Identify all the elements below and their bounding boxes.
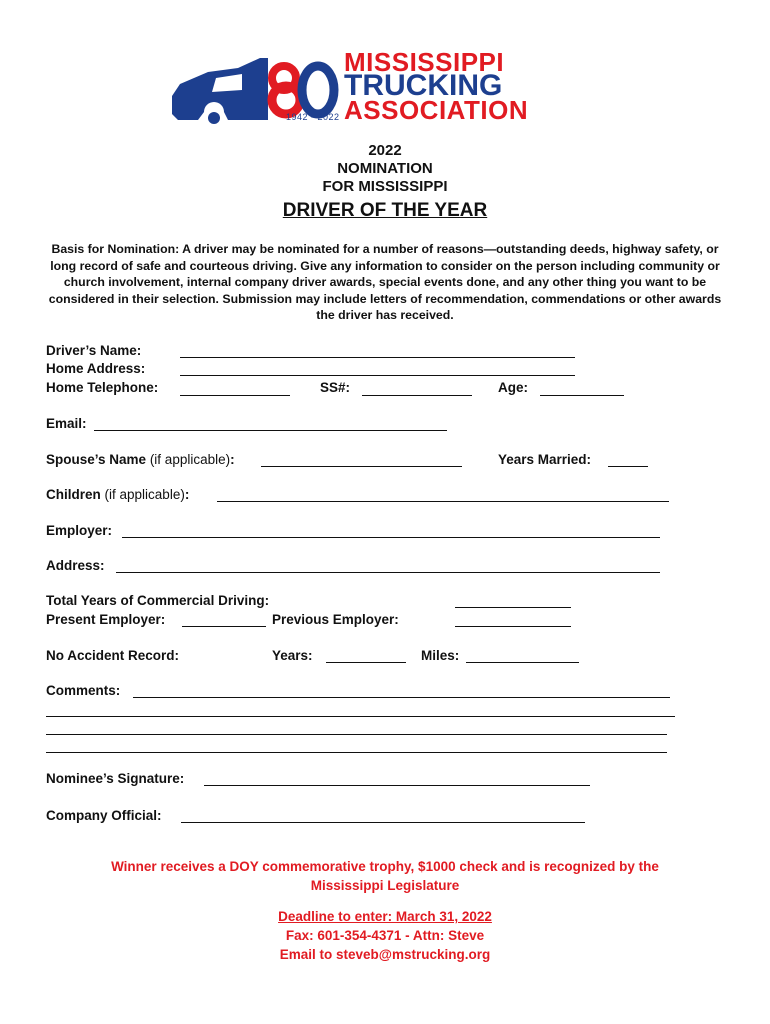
age-label: Age: xyxy=(498,380,528,395)
children-note: (if applicable) xyxy=(104,487,185,502)
logo-line-3: ASSOCIATION xyxy=(344,95,529,125)
present-employer-field[interactable] xyxy=(182,626,266,627)
header-year: 2022 xyxy=(368,142,402,159)
present-employer-label: Present Employer: xyxy=(46,612,166,627)
ss-field[interactable] xyxy=(362,395,472,396)
home-address-field[interactable] xyxy=(180,375,575,376)
company-official-label: Company Official: xyxy=(46,808,162,823)
years-label: Years: xyxy=(272,648,313,663)
email-contact-link[interactable]: Email to steveb@mstrucking.org xyxy=(279,947,491,962)
no-accident-label: No Accident Record: xyxy=(46,648,180,663)
children-label xyxy=(46,487,189,502)
previous-employer-label: Previous Employer: xyxy=(272,612,399,627)
children-colon: : xyxy=(184,487,190,502)
address-field[interactable] xyxy=(116,572,660,573)
home-telephone-label: Home Telephone: xyxy=(46,380,159,395)
ss-label: SS#: xyxy=(320,380,351,395)
total-years-field[interactable] xyxy=(455,607,571,608)
previous-employer-field[interactable] xyxy=(455,626,571,627)
age-field[interactable] xyxy=(540,395,624,396)
header-for: FOR MISSISSIPPI xyxy=(322,178,448,195)
spouse-name-field[interactable] xyxy=(261,466,462,467)
children-field[interactable] xyxy=(217,501,669,502)
address-label: Address: xyxy=(46,558,105,573)
winner-line-2: Mississippi Legislature xyxy=(310,878,460,893)
drivers-name-field[interactable] xyxy=(180,357,575,358)
comments-field[interactable] xyxy=(133,697,670,698)
home-telephone-field[interactable] xyxy=(180,395,290,396)
employer-field[interactable] xyxy=(122,537,660,538)
nominee-signature-field[interactable] xyxy=(204,785,590,786)
email-label: Email: xyxy=(46,416,87,431)
nominee-signature-label: Nominee’s Signature: xyxy=(46,771,185,786)
page-title: DRIVER OF THE YEAR xyxy=(282,200,488,221)
home-address-label: Home Address: xyxy=(46,361,146,376)
years-married-field[interactable] xyxy=(608,466,648,467)
spouse-name-label xyxy=(46,452,235,467)
email-field[interactable] xyxy=(94,430,447,431)
years-married-label: Years Married: xyxy=(498,452,592,467)
winner-line-1: Winner receives a DOY commemorative trophy, $1000 check and is recognized by the xyxy=(111,859,659,874)
miles-field[interactable] xyxy=(466,662,579,663)
company-official-field[interactable] xyxy=(181,822,585,823)
fax-text: Fax: 601-354-4371 - Attn: Steve xyxy=(285,928,485,943)
comments-line-3[interactable] xyxy=(46,734,667,735)
header-nomination: NOMINATION xyxy=(337,160,433,177)
children-text: Children xyxy=(46,487,101,502)
logo-line-1: MISSISSIPPI xyxy=(344,47,505,77)
logo-line-2: TRUCKING xyxy=(344,69,503,102)
winner-note xyxy=(0,857,770,895)
deadline-block xyxy=(0,907,770,964)
anniversary-80 xyxy=(272,66,334,114)
total-years-label: Total Years of Commercial Driving: xyxy=(46,593,270,608)
logo-years: 1942 - 2022 xyxy=(286,112,340,122)
logo xyxy=(168,47,608,130)
years-field[interactable] xyxy=(326,662,406,663)
comments-label: Comments: xyxy=(46,683,121,698)
comments-line-4[interactable] xyxy=(46,752,667,753)
comments-line-2[interactable] xyxy=(46,716,675,717)
spouse-name-text: Spouse’s Name xyxy=(46,452,147,467)
spouse-note: (if applicable) xyxy=(149,452,231,467)
basis-paragraph: Basis for Nomination: A driver may be nominated for a number of reasons—outstanding deeds, highway safety, or long record of safe and courteous driving. Give any information to consider on the person including community or church involvement, internal company driver awards, special events done, and any other thing you want to be considered in their selection. Submission may include letters of recommendation, commendations or other awards the driver has received. xyxy=(48,242,722,322)
drivers-name-label: Driver’s Name: xyxy=(46,343,142,358)
employer-label: Employer: xyxy=(46,523,113,538)
spouse-colon: : xyxy=(230,452,235,467)
deadline-text: Deadline to enter: March 31, 2022 xyxy=(278,909,492,924)
miles-label: Miles: xyxy=(421,648,460,663)
logo-wordmark xyxy=(344,47,608,125)
